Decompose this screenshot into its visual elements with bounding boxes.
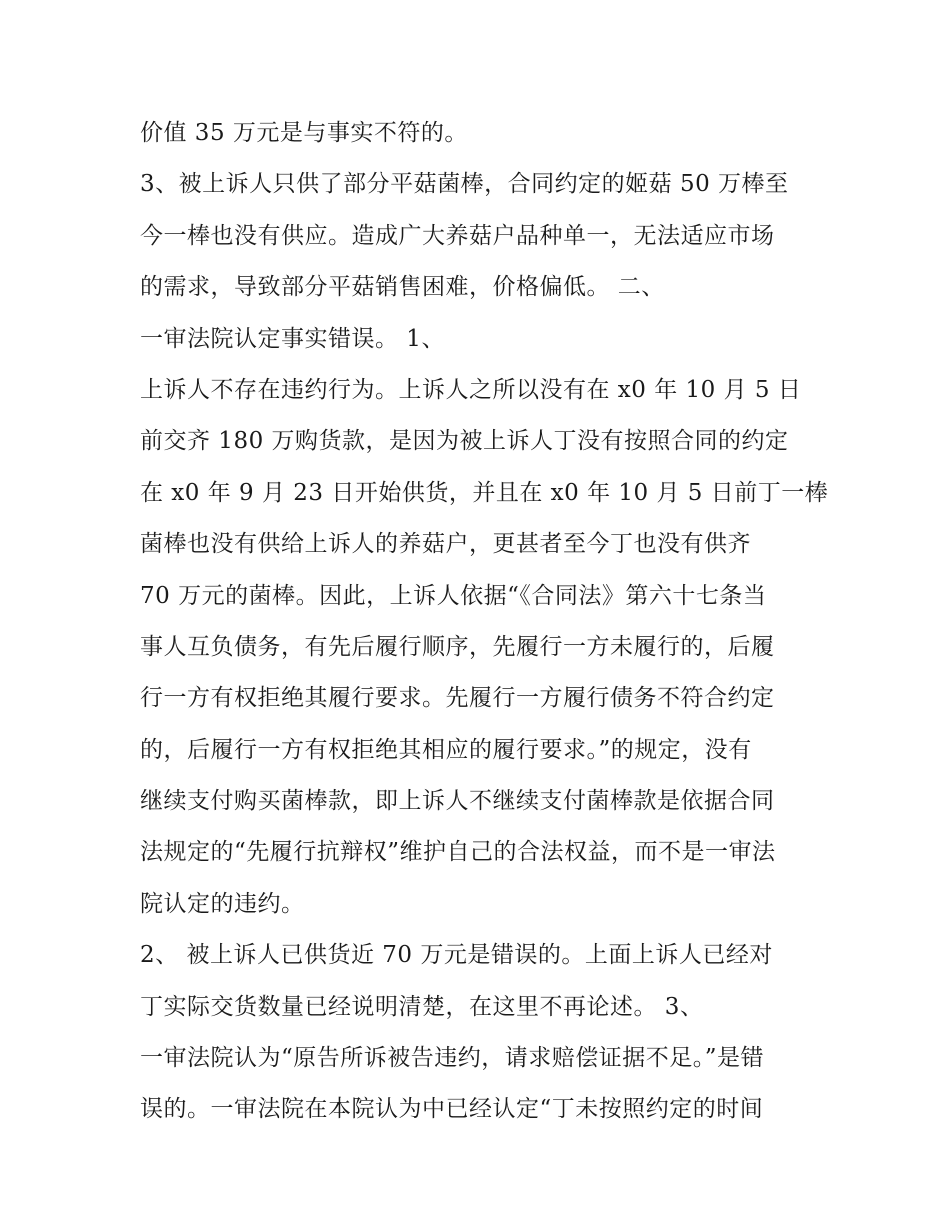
text-line: 3、被上诉人只供了部分平菇菌棒，合同约定的姬菇 50 万棒至 <box>140 171 789 198</box>
text-line: 丁实际交货数量已经说明清楚，在这里不再论述。 3、 <box>140 993 704 1020</box>
document-body <box>140 108 829 1136</box>
text-line: 价值 35 万元是与事实不符的。 <box>140 120 468 146</box>
text-line: 法规定的“先履行抗辩权”维护自己的合法权益，而不是一审法 <box>140 839 776 866</box>
text-line: 在 x0 年 9 月 23 日开始供货，并且在 x0 年 10 月 5 日前丁一棒 <box>140 479 829 506</box>
text-line: 一审法院认定事实错误。 1、 <box>140 325 445 352</box>
text-line: 误的。一审法院在本院认为中已经认定“丁未按照约定的时间 <box>140 1096 764 1123</box>
text-line: 院认定的违约。 <box>140 890 305 917</box>
text-line: 行一方有权拒绝其履行要求。先履行一方履行债务不符合约定 <box>140 685 775 712</box>
text-line: 的需求，导致部分平菇销售困难，价格偏低。 二、 <box>140 274 665 301</box>
text-line: 继续支付购买菌棒款，即上诉人不继续支付菌棒款是依据合同 <box>140 788 775 815</box>
text-line: 上诉人不存在违约行为。上诉人之所以没有在 x0 年 10 月 5 日 <box>140 376 802 403</box>
text-line: 今一棒也没有供应。造成广大养菇户品种单一，无法适应市场 <box>140 222 775 249</box>
text-line: 前交齐 180 万购货款，是因为被上诉人丁没有按照合同的约定 <box>140 428 789 455</box>
text-line: 事人互负债务，有先后履行顺序，先履行一方未履行的，后履 <box>140 633 775 660</box>
text-line: 菌棒也没有供给上诉人的养菇户，更甚者至今丁也没有供齐 <box>140 531 751 558</box>
text-line: 70 万元的菌棒。因此，上诉人依据“《合同法》第六十七条当 <box>140 582 767 609</box>
text-line: 2、 被上诉人已供货近 70 万元是错误的。上面上诉人已经对 <box>140 942 773 969</box>
text-line: 一审法院认为“原告所诉被告违约，请求赔偿证据不足。”是错 <box>140 1045 765 1072</box>
text-line: 的，后履行一方有权拒绝其相应的履行要求。”的规定，没有 <box>140 736 752 763</box>
